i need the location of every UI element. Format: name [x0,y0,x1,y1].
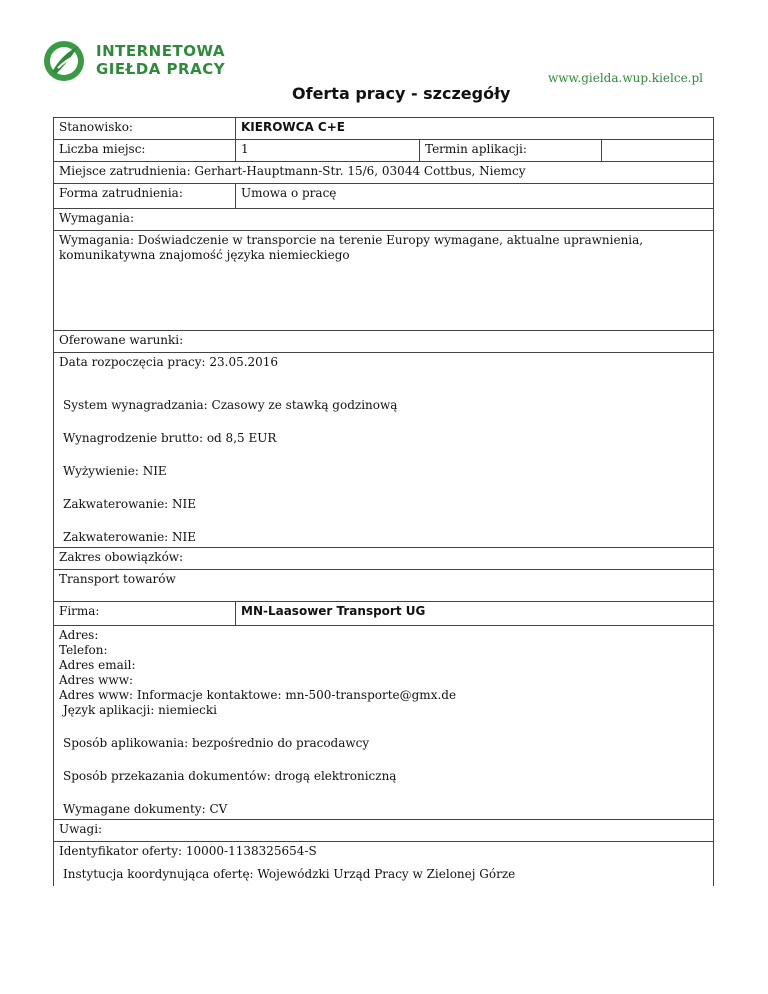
warunki-label: Oferowane warunki: [54,331,714,353]
row-kontakt [54,626,714,820]
liczba-label: Liczba miejsc: [54,140,236,162]
row-zakres-label [54,548,714,570]
stanowisko-label: Stanowisko: [54,118,236,140]
instytucja-koordynujaca: Instytucja koordynująca ofertę: Wojewódzki Urząd Pracy w Zielonej Górze [63,867,516,881]
telefon: Telefon: [59,643,108,657]
kontakt-block [54,626,714,820]
adres-email: Adres email: [59,658,136,672]
miejsce-zatrudnienia: Miejsce zatrudnienia: Gerhart-Hauptmann-Str. 15/6, 03044 Cottbus, Niemcy [54,162,714,184]
logo-line-1: INTERNETOWA [96,42,225,60]
logo-line-2: GIEŁDA PRACY [96,60,226,78]
zakwaterowanie-1: Zakwaterowanie: NIE [63,497,197,511]
zakwaterowanie-2: Zakwaterowanie: NIE [63,530,197,544]
stanowisko-value: KIEROWCA C+E [236,118,714,140]
row-uwagi-label [54,820,714,842]
liczba-value: 1 [236,140,420,162]
row-wymagania-text [54,231,714,331]
page-title: Oferta pracy - szczegóły [292,84,511,103]
jezyk-aplikacji: Język aplikacji: niemiecki [63,703,217,717]
website-link[interactable]: www.gielda.wup.kielce.pl [548,71,704,85]
row-wymagania-label [54,209,714,231]
row-warunki [54,353,714,548]
forma-value: Umowa o pracę [236,184,714,209]
uwagi-label: Uwagi: [54,820,714,842]
informacje-kontaktowe: Adres www: Informacje kontaktowe: mn-500-transporte@gmx.de [59,688,457,702]
termin-value [602,140,714,162]
wymagania-label: Wymagania: [54,209,714,231]
row-zakres-value [54,570,714,602]
row-uwagi [54,842,714,887]
row-liczba [54,140,714,162]
zakres-label: Zakres obowiązków: [54,548,714,570]
row-miejsce [54,162,714,184]
wymagane-dokumenty: Wymagane dokumenty: CV [63,802,228,816]
row-warunki-label [54,331,714,353]
sposob-aplikowania: Sposób aplikowania: bezpośrednio do pracodawcy [63,736,370,750]
identyfikator-oferty: Identyfikator oferty: 10000-1138325654-S [59,844,317,858]
offer-table [53,117,714,886]
row-forma [54,184,714,209]
uwagi-block [54,842,714,887]
row-stanowisko [54,118,714,140]
wymagania-text: Wymagania: Doświadczenie w transporcie na terenie Europy wymagane, aktualne uprawnienia, komunikatywna znajomość języka niemieckiego [54,231,714,331]
firma-value: MN-Laasower Transport UG [236,602,714,626]
zakres-value: Transport towarów [54,570,714,602]
adres: Adres: [59,628,99,642]
adres-www: Adres www: [59,673,134,687]
system-wynagradzania: System wynagradzania: Czasowy ze stawką godzinową [63,398,398,412]
warunki-block [54,353,714,548]
data-rozpoczecia: Data rozpoczęcia pracy: 23.05.2016 [59,355,279,369]
firma-label: Firma: [54,602,236,626]
termin-label: Termin aplikacji: [420,140,602,162]
wynagrodzenie: Wynagrodzenie brutto: od 8,5 EUR [63,431,277,445]
logo-wordmark [96,42,225,78]
wyzywienie: Wyżywienie: NIE [63,464,167,478]
row-firma [54,602,714,626]
sposob-przekazania: Sposób przekazania dokumentów: drogą elektroniczną [63,769,397,783]
forma-label: Forma zatrudnienia: [54,184,236,209]
